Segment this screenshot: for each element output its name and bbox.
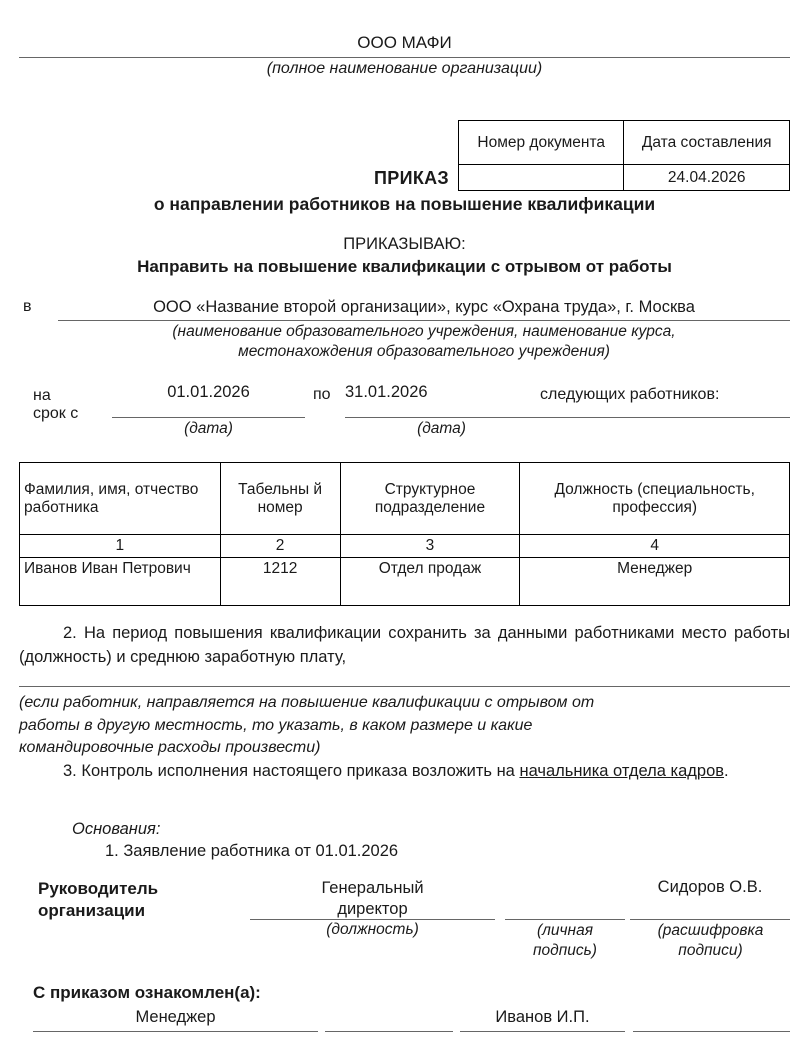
table-row <box>20 463 790 535</box>
column-number-4: 4 <box>520 535 790 558</box>
cell-document-number <box>459 165 624 191</box>
signatory-role-line-1: Руководитель <box>38 879 159 898</box>
table-row <box>20 557 790 605</box>
clause-3-number: 3. <box>63 762 77 780</box>
column-number-2: 2 <box>220 535 340 558</box>
signature-position-caption: (должность) <box>326 921 419 938</box>
table-row-column-numbers <box>20 535 790 558</box>
period-date-from: 01.01.2026 <box>167 383 250 401</box>
period-label-na: на <box>33 387 51 404</box>
grounds-label: Основания: <box>72 820 161 838</box>
grounds-item-1: 1. Заявление работника от 01.01.2026 <box>105 842 399 860</box>
cell-employee-personnel-number: 1212 <box>220 557 340 605</box>
clause-2-number: 2. <box>63 624 77 642</box>
clause-2-rule <box>19 686 790 687</box>
education-caption-line-2: местонахождения образовательного учреждения) <box>238 342 610 360</box>
column-header-department: Структурное подразделение <box>340 463 520 535</box>
column-header-compilation-date: Дата составления <box>624 121 790 165</box>
cell-compilation-date: 24.04.2026 <box>624 165 790 191</box>
clause-2-caption-line-1: (если работник, направляется на повышение квалификации с отрывом от <box>19 694 595 711</box>
education-in-label: в <box>23 298 32 315</box>
employees-table-head <box>20 463 790 558</box>
signature-transcript-rule <box>630 919 790 920</box>
order-subject: о направлении работников на повышение квалификации <box>153 194 656 214</box>
period-date-from-caption: (дата) <box>184 420 233 437</box>
signatory-role <box>38 878 238 922</box>
command-word: ПРИКАЗЫВАЮ: <box>343 235 466 253</box>
document-number-table <box>458 120 790 191</box>
signature-transcript-caption-line-2: подписи) <box>678 942 743 960</box>
acknowledgement-label: С приказом ознакомлен(а): <box>33 983 261 1002</box>
organization-name-rule <box>19 57 790 58</box>
acknowledgement-position-rule <box>33 1031 318 1032</box>
signature-position-rule <box>250 919 495 920</box>
clause-3-text-after: . <box>724 762 729 780</box>
organization-name: ООО МАФИ <box>357 33 452 52</box>
cell-employee-position: Менеджер <box>520 557 790 605</box>
clause-2-paragraph <box>19 622 790 670</box>
column-header-personnel-number: Табельны й номер <box>220 463 340 535</box>
organization-name-caption: (полное наименование организации) <box>266 60 543 77</box>
acknowledgement-date-rule <box>325 1031 453 1032</box>
education-organization-caption <box>58 322 790 362</box>
signature-transcript-caption-line-1: (расшифровка <box>657 922 764 939</box>
period-label-po: по <box>313 386 331 403</box>
education-caption-line-1: (наименование образовательного учреждения, наименование курса, <box>172 323 676 340</box>
signature-transcript-caption <box>628 921 793 961</box>
clause-2-caption-line-2: работы в другую местность, то указать, в каком размере и какие <box>19 716 533 734</box>
signatory-position <box>250 878 495 921</box>
period-date-from-rule <box>112 417 305 418</box>
acknowledgement-name: Иванов И.П. <box>495 1008 590 1026</box>
column-number-3: 3 <box>340 535 520 558</box>
acknowledgement-signature-rule <box>633 1031 790 1032</box>
column-header-position: Должность (специальность, профессия) <box>520 463 790 535</box>
column-header-fio: Фамилия, имя, отчество работника <box>20 463 221 535</box>
education-organization-rule <box>58 320 790 321</box>
clause-2-text: На период повышения квалификации сохранить за данными работниками место работы (должность) и среднюю заработную плату, <box>19 624 790 666</box>
period-date-to-caption: (дата) <box>417 420 466 437</box>
employees-table-body <box>20 557 790 605</box>
signatory-role-line-2: организации <box>38 901 146 921</box>
clause-2-caption <box>19 692 790 760</box>
command-statement: Направить на повышение квалификации с отрывом от работы <box>137 257 672 276</box>
acknowledgement-name-rule <box>460 1031 625 1032</box>
cell-employee-department: Отдел продаж <box>340 557 520 605</box>
acknowledgement-position: Менеджер <box>135 1008 216 1026</box>
education-organization-value: ООО «Название второй организации», курс «Охрана труда», г. Москва <box>153 298 695 316</box>
clause-3-responsible-underlined: начальника отдела кадров <box>519 762 725 780</box>
table-row <box>459 121 790 165</box>
column-number-1: 1 <box>20 535 221 558</box>
signatory-position-line-2: директор <box>337 900 408 919</box>
clause-3-text-before: Контроль исполнения настоящего приказа возложить на <box>81 762 520 780</box>
signature-personal-caption-line-2: подпись) <box>533 942 597 960</box>
document-number-table-body <box>459 165 790 191</box>
following-workers-label: следующих работников: <box>540 386 720 403</box>
cell-employee-fio: Иванов Иван Петрович <box>20 557 221 605</box>
table-row <box>459 165 790 191</box>
employees-table <box>19 462 790 606</box>
signatory-name: Сидоров О.В. <box>657 878 763 896</box>
signature-personal-caption-line-1: (личная <box>537 922 593 939</box>
order-word: ПРИКАЗ <box>374 168 449 188</box>
clause-2-caption-line-3: командировочные расходы произвести) <box>19 739 321 757</box>
signature-personal-rule <box>505 919 625 920</box>
period-date-to: 31.01.2026 <box>345 383 428 401</box>
clause-3-paragraph <box>19 760 790 783</box>
document-number-table-head <box>459 121 790 165</box>
column-header-document-number: Номер документа <box>459 121 624 165</box>
period-label-srok-s: срок с <box>33 405 79 422</box>
signatory-position-line-1: Генеральный <box>321 879 424 897</box>
signature-personal-caption <box>495 921 635 961</box>
period-date-to-rule <box>345 417 790 418</box>
